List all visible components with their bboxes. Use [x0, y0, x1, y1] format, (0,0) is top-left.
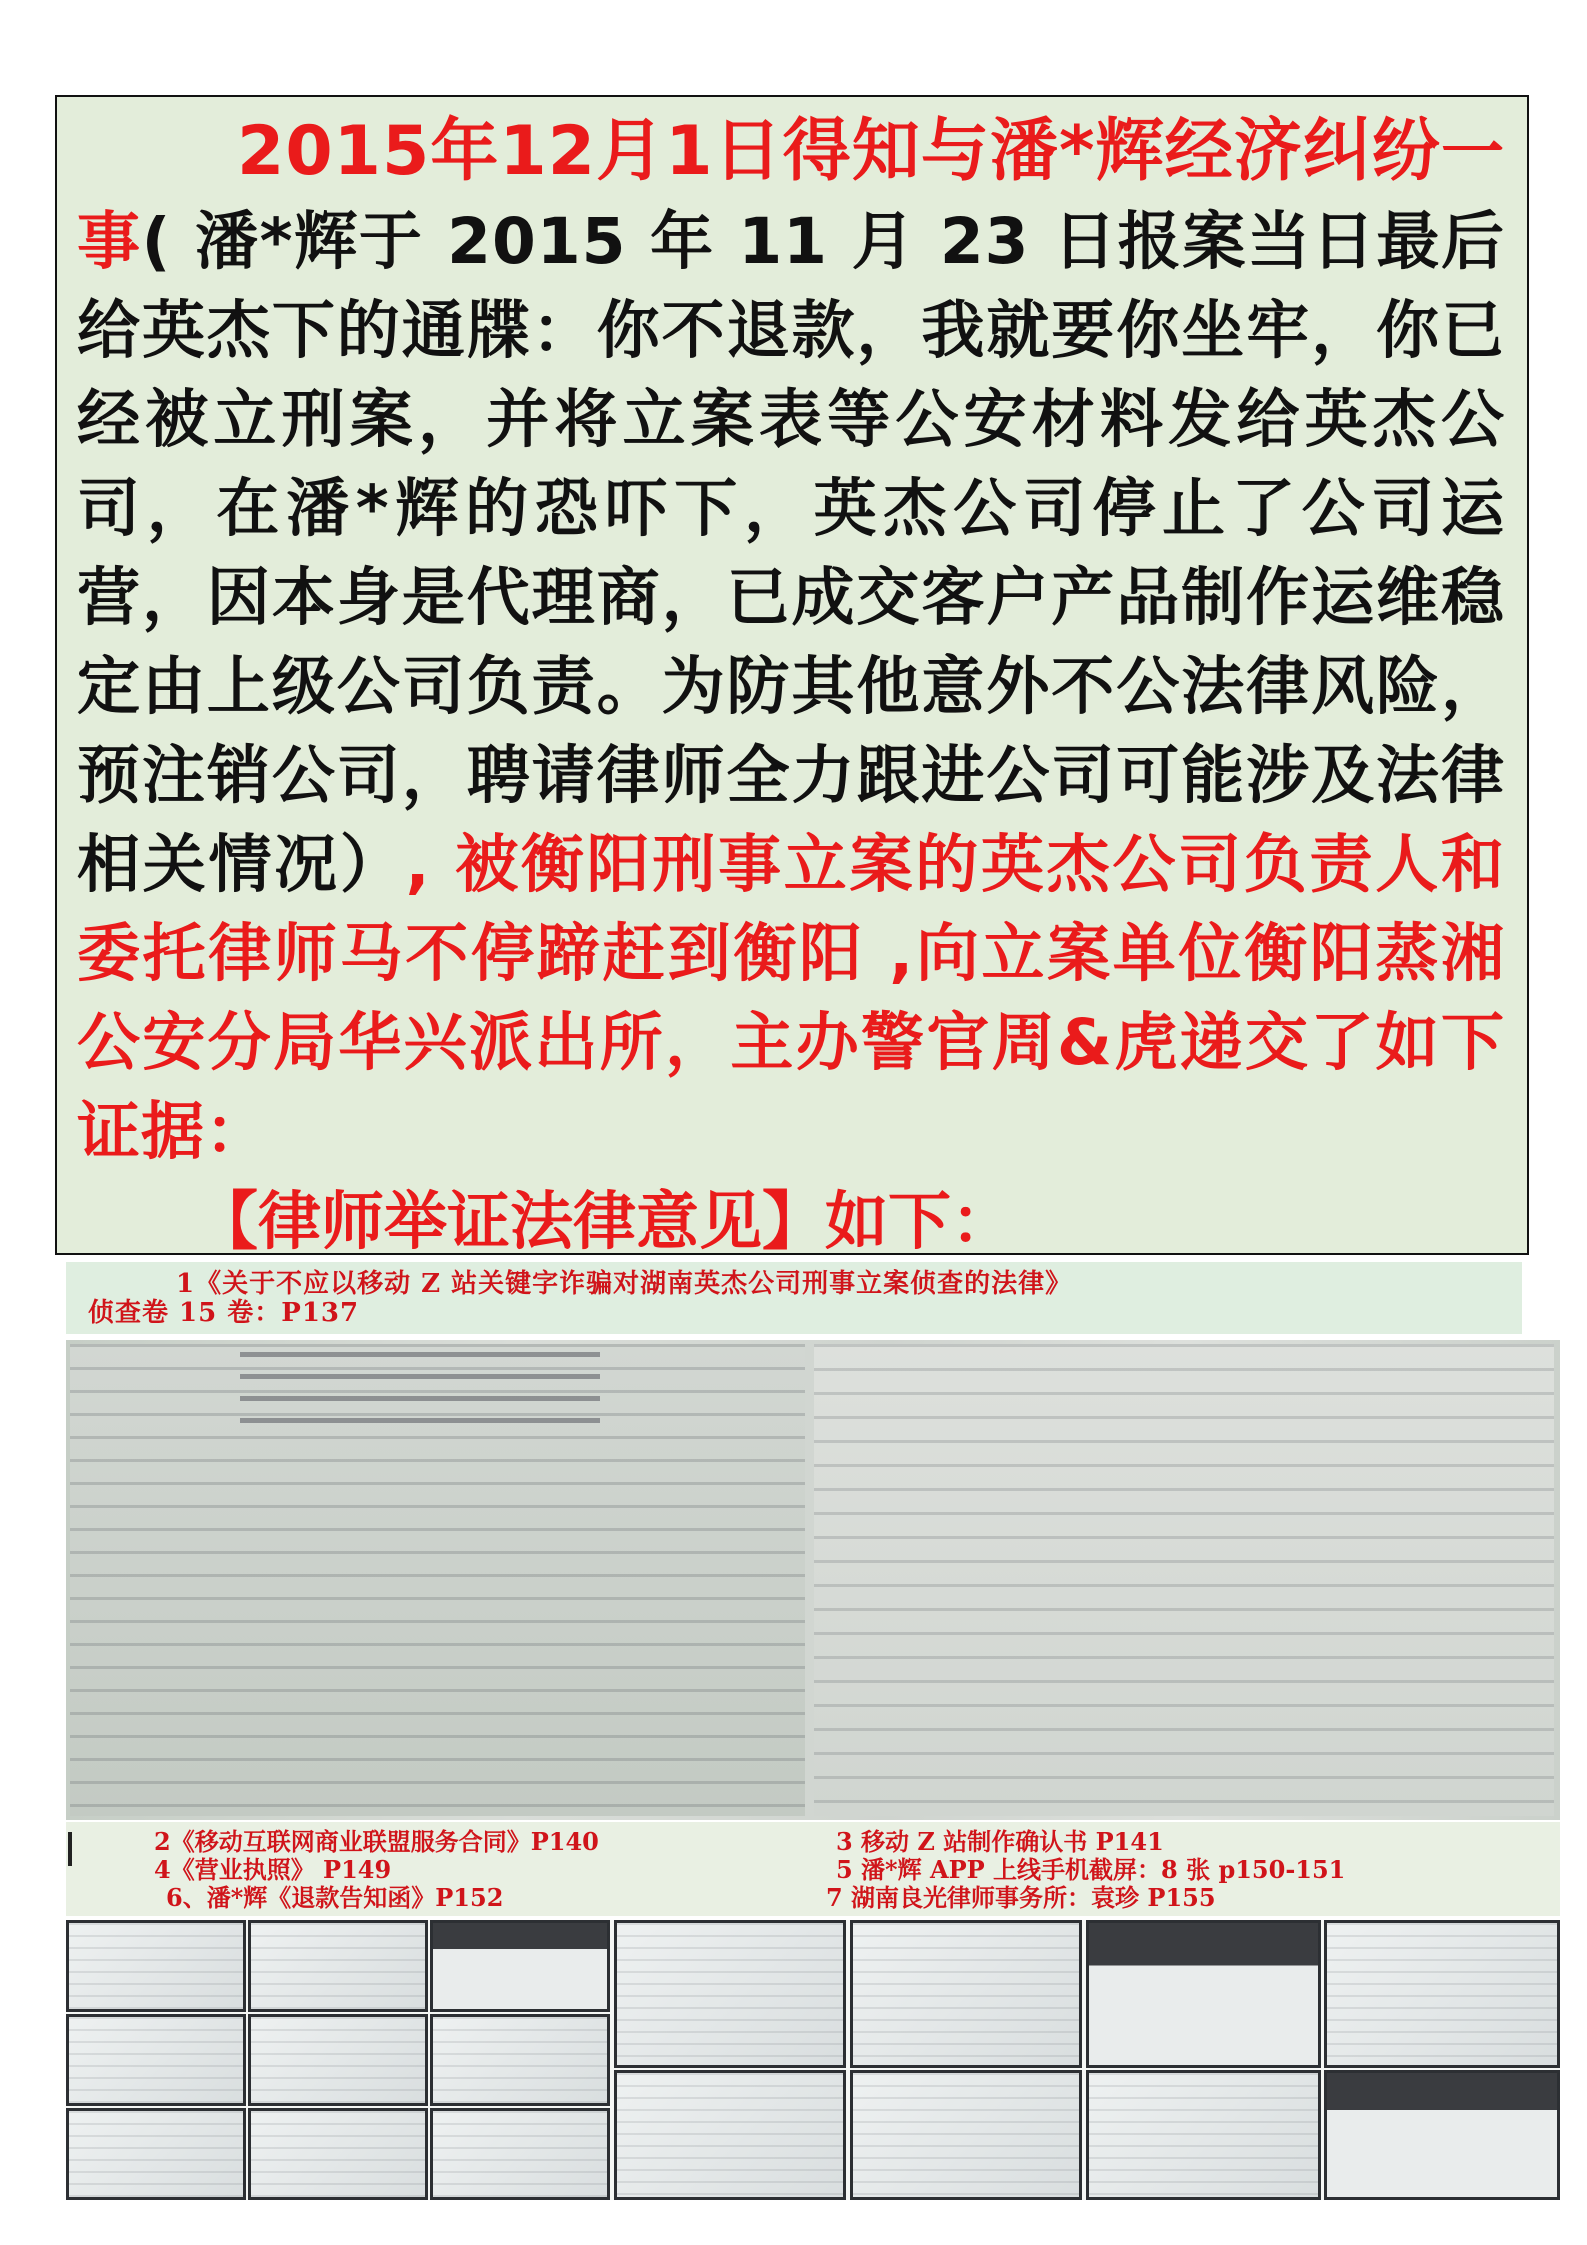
panel-red-lead: 一事: [77, 116, 1505, 278]
evidence-photo: [248, 2014, 428, 2106]
evidence-photo: [66, 2014, 246, 2106]
legal-opinion-scan-photo: [66, 1340, 1560, 1820]
evidence-photo: [248, 2108, 428, 2200]
evidence-list: [66, 1822, 1560, 1916]
evidence-photo: [430, 1920, 610, 2012]
evidence-item-7: 7 湖南良光律师事务所：袁珍 P155: [826, 1883, 1216, 1912]
caption-line-1: 1《关于不应以移动 Z 站关键字诈骗对湖南英杰公司刑事立案侦查的法律》: [176, 1269, 1073, 1299]
evidence-photo: [1086, 2070, 1321, 2200]
evidence-caption: [66, 1262, 1522, 1334]
evidence-item-3: 3 移动 Z 站制作确认书 P141: [836, 1827, 1164, 1856]
evidence-photo: [614, 1920, 846, 2068]
scan-title-block: [240, 1352, 600, 1430]
lawyer-opinion-heading: 【律师举证法律意见】如下：: [195, 1185, 1014, 1258]
evidence-photo: [850, 1920, 1082, 2068]
evidence-photo: [430, 2108, 610, 2200]
scan-page-right: [814, 1344, 1554, 1816]
evidence-photo: [1324, 1920, 1560, 2068]
evidence-photo: [850, 2070, 1082, 2200]
evidence-photo: [614, 2070, 846, 2200]
text-panel: [55, 95, 1529, 1258]
panel-red-tail: , 被衡阳刑事立案的英杰公司负责人和委托律师马不停蹄赶到衡阳 ,向立案单位衡阳蒸湘公安分局华兴派出所，主办警官周&虎递交了如下证据：: [77, 828, 1505, 1168]
evidence-item-2: 2《移动互联网商业联盟服务合同》P140: [154, 1827, 599, 1856]
evidence-item-5: 5 潘*辉 APP 上线手机截屏：8 张 p150-151: [836, 1855, 1346, 1884]
evidence-item-6: 6、潘*辉《退款告知函》P152: [166, 1883, 504, 1912]
caption-line-2: 侦查卷 15 卷：P137: [88, 1298, 360, 1328]
evidence-photo: [1086, 1920, 1321, 2068]
panel-paragraph: [77, 107, 1505, 1176]
evidence-photo: [66, 1920, 246, 2012]
panel-title: 2015年12月1日得知与潘*辉经济纠纷: [237, 112, 1441, 191]
evidence-photo: [1324, 2070, 1560, 2200]
evidence-photo: [248, 1920, 428, 2012]
evidence-photo: [66, 2108, 246, 2200]
list-marker: [68, 1832, 72, 1866]
evidence-photo-grid: [66, 1920, 1560, 2200]
evidence-photo: [430, 2014, 610, 2106]
panel-body: ( 潘*辉于 2015 年 11 月 23 日报案当日最后给英杰下的通牒：你不退款，我就要你坐牢，你已经被立刑案，并将立案表等公安材料发给英杰公司，在潘*辉的恐吓下，英杰公司停止了公司运营，因本身是代理商，已成交客户产品制作运维稳定由上级公司负责。为防其他意外不公法律风险，预注销公司，聘请律师全力跟进公司可能涉及法律相关情况）: [77, 205, 1505, 901]
evidence-item-4: 4《营业执照》 P149: [154, 1855, 392, 1884]
scan-page-left: [70, 1344, 805, 1816]
